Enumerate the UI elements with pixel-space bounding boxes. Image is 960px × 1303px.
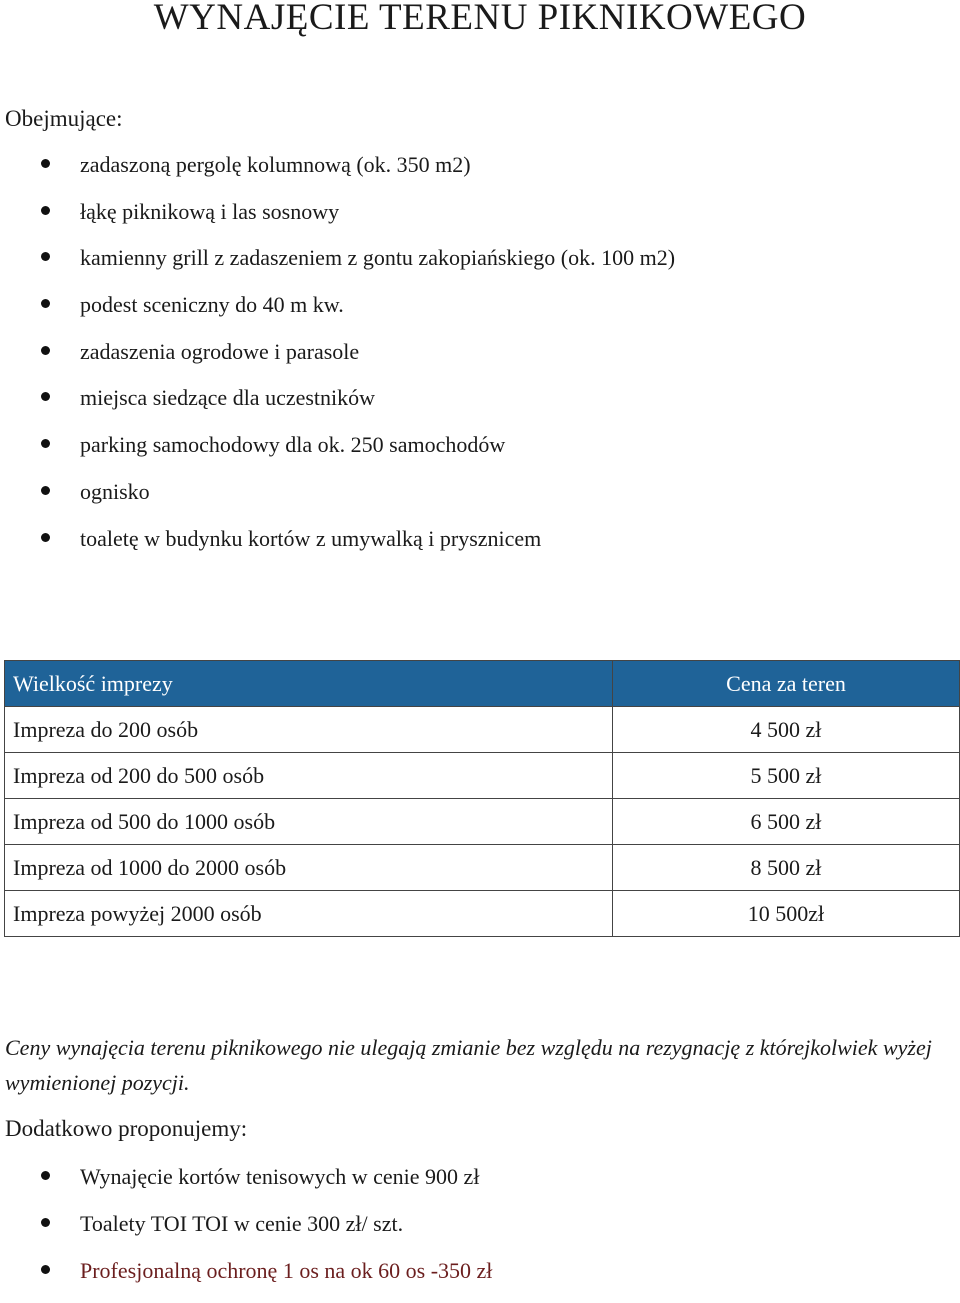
bullet-icon [41,439,50,448]
event-size-cell: Impreza powyżej 2000 osób [5,891,613,937]
list-item [0,1162,960,1209]
event-size-cell: Impreza od 200 do 500 osób [5,753,613,799]
price-cell: 10 500zł [613,891,960,937]
list-item-text: toaletę w budynku kortów z umywalką i prysznicem [80,525,542,551]
list-item [0,337,960,384]
price-cell: 8 500 zł [613,845,960,891]
table-row [5,799,960,845]
list-item [0,197,960,244]
bullet-icon [41,1171,50,1180]
extras-heading: Dodatkowo proponujemy: [5,1116,248,1141]
page-title: WYNAJĘCIE TERENU PIKNIKOWEGO [153,0,807,38]
bullet-icon [41,486,50,495]
table-row [5,891,960,937]
column-header-price: Cena za teren [613,661,960,707]
list-item [0,1256,960,1303]
list-item [0,1209,960,1256]
bullet-icon [41,159,50,168]
list-item-text: ognisko [80,478,150,504]
bullet-icon [41,1265,50,1274]
list-item-text: Wynajęcie kortów tenisowych w cenie 900 zł [80,1164,480,1189]
event-size-cell: Impreza do 200 osób [5,707,613,753]
bullet-icon [41,252,50,261]
list-item [0,477,960,524]
intro-label: Obejmujące: [5,106,123,131]
bullet-icon [41,1218,50,1227]
features-list [0,150,960,570]
list-item-text-highlight: Profesjonalną ochronę 1 os na ok 60 os -350 zł [80,1258,493,1283]
price-table [4,660,960,937]
list-item [0,430,960,477]
list-item-text: parking samochodowy dla ok. 250 samochodów [80,432,506,458]
bullet-icon [41,533,50,542]
table-row [5,845,960,891]
list-item [0,150,960,197]
event-size-cell: Impreza od 500 do 1000 osób [5,799,613,845]
bullet-icon [41,392,50,401]
list-item [0,524,960,571]
list-item-text: podest sceniczny do 40 m kw. [80,292,344,318]
column-header-event-size: Wielkość imprezy [5,661,613,707]
extras-list [0,1162,960,1303]
list-item-text: miejsca siedzące dla uczestników [80,385,376,411]
price-cell: 6 500 zł [613,799,960,845]
bullet-icon [41,346,50,355]
list-item [0,243,960,290]
price-cell: 4 500 zł [613,707,960,753]
price-note: Ceny wynajęcia terenu piknikowego nie ulegają zmianie bez względu na rezygnację z którejkolwiek wyżej wymienionej pozycji. [5,1035,932,1095]
table-row [5,707,960,753]
event-size-cell: Impreza od 1000 do 2000 osób [5,845,613,891]
list-item-text: zadaszenia ogrodowe i parasole [80,338,360,364]
table-header-row [5,661,960,707]
list-item-text: zadaszoną pergolę kolumnową (ok. 350 m2) [80,152,471,177]
list-item-text: Toalety TOI TOI w cenie 300 zł/ szt. [80,1211,404,1236]
table-row [5,753,960,799]
list-item-text: kamienny grill z zadaszeniem z gontu zakopiańskiego (ok. 100 m2) [80,245,676,271]
list-item [0,290,960,337]
bullet-icon [41,299,50,308]
price-cell: 5 500 zł [613,753,960,799]
bullet-icon [41,206,50,215]
list-item [0,383,960,430]
list-item-text: łąkę piknikową i las sosnowy [80,198,340,224]
